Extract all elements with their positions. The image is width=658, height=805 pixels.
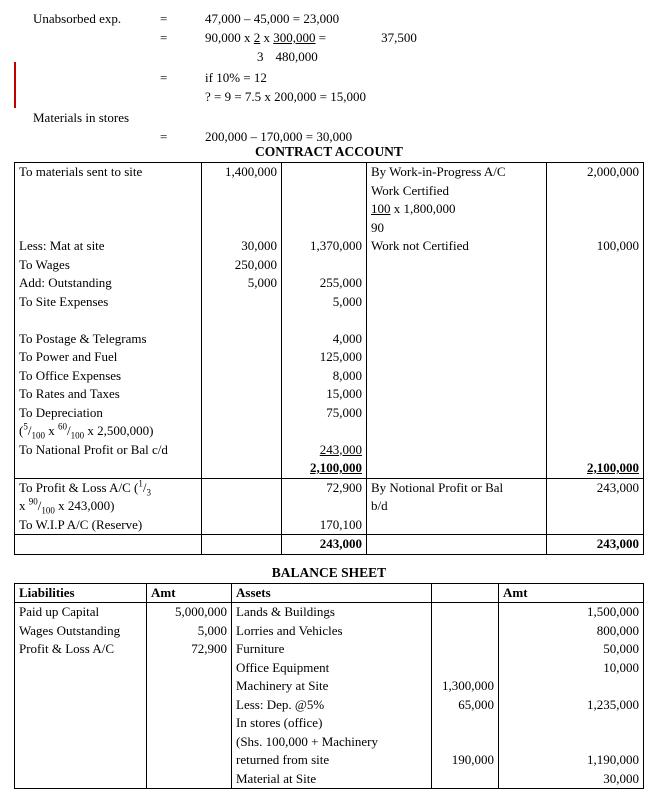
equals-sign: = (160, 70, 168, 85)
amount-cell (201, 219, 281, 238)
amount-cell: 5,000 (201, 274, 281, 293)
amount-cell (201, 182, 281, 201)
desc-cell: To Site Expenses (19, 293, 109, 309)
equals-sign: = (160, 129, 168, 144)
desc-cell (366, 348, 546, 367)
table-row-grand-total (15, 534, 643, 554)
liability-cell (15, 677, 146, 696)
desc-cell (15, 459, 201, 478)
amount-cell (281, 182, 366, 201)
fraction-numerator: 100 (371, 201, 391, 216)
amount-cell: 1,500,000 (498, 603, 643, 622)
amount-cell (146, 696, 231, 715)
liability-cell (15, 659, 146, 678)
header-liabilities: Liabilities (19, 584, 75, 600)
amount-cell (546, 422, 643, 441)
amount-cell (281, 441, 366, 460)
table-row (15, 219, 643, 238)
amount-cell (546, 274, 643, 293)
liability-cell (15, 770, 146, 789)
fraction-numerator: 1 (138, 478, 143, 489)
sub-amount-cell (431, 622, 498, 641)
header-sub-amount (431, 584, 498, 603)
desc-cell: To Postage & Telegrams (19, 330, 147, 346)
amount-cell (546, 293, 643, 312)
calc-text: x 243,000) (54, 498, 115, 513)
header-amt-right: Amt (498, 584, 643, 603)
amount-cell: 4,000 (281, 330, 366, 349)
desc-cell (15, 200, 201, 219)
calc-text: x 2,500,000) (84, 423, 154, 438)
asset-cell: Furniture (231, 640, 431, 659)
liability-cell: Profit & Loss A/C (19, 641, 114, 656)
table-row (15, 404, 643, 423)
desc-cell (15, 182, 201, 201)
amount-cell (546, 182, 643, 201)
amount-cell (201, 385, 281, 404)
header-assets: Assets (231, 584, 431, 603)
amount-cell (281, 311, 366, 330)
table-row (15, 677, 643, 696)
desc-cell: To Wages (19, 256, 70, 272)
amount-cell (546, 348, 643, 367)
fraction-numerator: 5 (23, 422, 28, 432)
sub-amount-cell (431, 603, 498, 622)
table-row (15, 182, 643, 201)
fraction-slash: / (27, 423, 32, 438)
amount-cell (281, 219, 366, 238)
amount-cell: 125,000 (281, 348, 366, 367)
amount-cell: 5,000,000 (146, 603, 231, 622)
amount-cell: 800,000 (498, 622, 643, 641)
calc-value: 47,000 – 45,000 = 23,000 (205, 11, 340, 26)
table-row (15, 348, 643, 367)
fraction-slash: / (142, 479, 147, 495)
calc-text: = (315, 30, 327, 45)
asset-cell: (Shs. 100,000 + Machinery (231, 733, 431, 752)
table-row (15, 274, 643, 293)
calc-label: Materials in stores (33, 110, 130, 125)
calc-value: ? = 9 = 7.5 x 200,000 = 15,000 (205, 89, 367, 104)
fraction-slash: / (37, 498, 42, 513)
fraction-denominator: 3 (257, 49, 264, 64)
amount-cell (546, 200, 643, 219)
amount-cell (201, 479, 281, 498)
liability-cell (15, 733, 146, 752)
table-row (15, 200, 643, 219)
calc-line-denominators (0, 47, 658, 66)
fraction-numerator: 300,000 (273, 30, 316, 45)
desc-cell (366, 385, 546, 404)
table-row (15, 497, 643, 516)
desc-cell: To National Profit or Bal c/d (19, 441, 168, 457)
amount-cell (546, 404, 643, 423)
amount-cell (146, 659, 231, 678)
amount-cell (281, 459, 366, 478)
calc-value: if 10% = 12 (205, 70, 267, 85)
asset-cell: Less: Dep. @5% (231, 696, 431, 715)
equals-sign: = (160, 30, 168, 45)
amount-cell (546, 256, 643, 275)
amount-cell (546, 535, 643, 554)
calc-line-materials-label (0, 108, 658, 127)
amount-cell: 15,000 (281, 385, 366, 404)
table-row (15, 385, 643, 404)
asset-cell: Machinery at Site (231, 677, 431, 696)
fraction-denominator: 3 (146, 487, 151, 497)
calc-text: x (44, 423, 58, 438)
amount-cell: 250,000 (201, 256, 281, 275)
table-header-row (15, 584, 643, 604)
amount-cell (546, 459, 643, 478)
table-row (15, 603, 643, 622)
spacer (0, 555, 658, 562)
desc-cell: To W.I.P A/C (Reserve) (19, 516, 143, 532)
table-row-total (15, 459, 643, 478)
calc-text: x 1,800,000 (390, 201, 456, 216)
desc-cell (366, 256, 546, 275)
amount-cell (201, 497, 281, 516)
desc-cell: To materials sent to site (19, 164, 143, 179)
calc-label: Unabsorbed exp. (33, 11, 122, 26)
fraction-slash: / (66, 423, 71, 438)
amount-cell (146, 770, 231, 789)
calc-text: x (19, 498, 29, 513)
amount-cell (546, 516, 643, 535)
desc-cell (366, 535, 546, 554)
contract-account-title: CONTRACT ACCOUNT (255, 144, 403, 159)
desc-cell (15, 535, 201, 554)
total-value: 2,100,000 (310, 460, 362, 475)
sub-amount-cell: 190,000 (431, 751, 498, 770)
total-value: 243,000 (596, 536, 639, 551)
amount-cell (201, 404, 281, 423)
amount-cell (201, 535, 281, 554)
sub-amount-cell: 1,300,000 (431, 677, 498, 696)
amount-cell (546, 311, 643, 330)
amount-cell (201, 367, 281, 386)
desc-cell: To Rates and Taxes (19, 386, 120, 401)
table-row (15, 770, 643, 789)
amount-cell: 75,000 (281, 404, 366, 423)
amount-cell (546, 385, 643, 404)
liability-cell (15, 696, 146, 715)
desc-cell (366, 459, 546, 478)
fraction-denominator: 100 (41, 505, 55, 516)
calc-value (205, 28, 326, 47)
desc-cell: By Work-in-Progress A/C (366, 163, 546, 182)
amount-cell (281, 163, 366, 182)
amount-cell (546, 219, 643, 238)
calc-line-materials-value (0, 127, 658, 146)
amount-cell (498, 677, 643, 696)
amount-cell: 255,000 (281, 274, 366, 293)
amount-cell: 1,190,000 (498, 751, 643, 770)
calc-text: ( (19, 423, 24, 438)
table-row (15, 441, 643, 460)
amount-cell (201, 348, 281, 367)
amount-cell (281, 422, 366, 441)
amount-cell: 30,000 (498, 770, 643, 789)
amount-cell (146, 714, 231, 733)
amount-cell (281, 535, 366, 554)
sub-amount-cell (431, 640, 498, 659)
calc-line-question (0, 87, 658, 106)
calculations-section (0, 0, 658, 144)
desc-cell (15, 311, 201, 330)
calc-value: 200,000 – 170,000 = 30,000 (205, 129, 353, 144)
amount-cell (146, 677, 231, 696)
amount-cell: 170,100 (281, 516, 366, 535)
table-row (15, 640, 643, 659)
amount-cell (201, 311, 281, 330)
amount-cell (498, 733, 643, 752)
liability-cell (15, 714, 146, 733)
fraction-denominator-cell: 90 (366, 219, 546, 238)
table-row (15, 751, 643, 770)
desc-cell: To Depreciation (19, 404, 103, 420)
desc-cell (366, 330, 546, 349)
table-row (15, 622, 643, 641)
desc-cell: Less: Mat at site (19, 238, 105, 253)
table-row (15, 714, 643, 733)
table-row (15, 330, 643, 349)
sub-amount-cell (431, 659, 498, 678)
amount-cell (546, 330, 643, 349)
amount-cell (201, 422, 281, 441)
desc-cell-formula (15, 422, 201, 441)
amount-cell (146, 733, 231, 752)
amount-cell: 100,000 (546, 237, 643, 256)
calc-text: 90,000 x (205, 30, 254, 45)
amount-cell: 1,400,000 (201, 163, 281, 182)
calc-line-unabsorbed (0, 9, 658, 28)
equals-sign: = (160, 11, 168, 26)
amount-cell: 1,370,000 (281, 237, 366, 256)
table-row-blank (15, 311, 643, 330)
amount-cell: 5,000 (146, 622, 231, 641)
amount-cell: 30,000 (201, 237, 281, 256)
contract-account-table (14, 162, 644, 555)
desc-cell: To Office Expenses (19, 367, 122, 383)
desc-cell: Work Certified (366, 182, 546, 201)
calc-line-if (0, 68, 658, 87)
table-row (15, 733, 643, 752)
asset-cell: Lands & Buildings (231, 603, 431, 622)
desc-cell (366, 311, 546, 330)
desc-cell (366, 422, 546, 441)
desc-cell: b/d (366, 497, 546, 516)
fraction-numerator: 2 (253, 30, 261, 45)
table-row (15, 367, 643, 386)
amount-cell (281, 497, 366, 516)
desc-cell: By Notional Profit or Bal (366, 479, 546, 498)
table-row (15, 516, 643, 535)
desc-cell (366, 293, 546, 312)
sub-amount-cell (431, 733, 498, 752)
amount-cell (498, 714, 643, 733)
desc-cell (366, 404, 546, 423)
amount-cell: 50,000 (498, 640, 643, 659)
asset-cell: Office Equipment (231, 659, 431, 678)
amount-cell (201, 441, 281, 460)
amount-cell (146, 751, 231, 770)
desc-cell-formula (15, 479, 201, 498)
fraction-numerator: 60 (57, 422, 67, 432)
desc-cell: Work not Certified (366, 237, 546, 256)
sub-amount-cell (431, 770, 498, 789)
amount-cell (281, 256, 366, 275)
fraction-denominator: 100 (70, 430, 85, 441)
calc-result: 37,500 (381, 30, 417, 45)
table-row (15, 237, 643, 256)
fraction-denominator: 480,000 (275, 49, 318, 64)
asset-cell: returned from site (231, 751, 431, 770)
desc-cell (366, 516, 546, 535)
desc-cell-formula (15, 497, 201, 516)
amount-cell: 243,000 (546, 479, 643, 498)
desc-cell (15, 219, 201, 238)
desc-cell-fraction (366, 200, 546, 219)
asset-cell: Lorries and Vehicles (231, 622, 431, 641)
calc-text: To Profit & Loss A/C ( (19, 479, 139, 495)
desc-cell (366, 274, 546, 293)
liability-cell: Paid up Capital (19, 604, 100, 619)
header-amt-left: Amt (146, 584, 231, 603)
amount-cell (201, 200, 281, 219)
balance-sheet-table (14, 583, 644, 790)
amount-cell (201, 293, 281, 312)
liability-cell (15, 751, 146, 770)
amount-cell (201, 330, 281, 349)
subtotal-value: 243,000 (319, 441, 362, 457)
table-row (15, 659, 643, 678)
asset-cell: In stores (office) (231, 714, 431, 733)
total-value: 2,100,000 (587, 460, 639, 475)
amount-cell: 8,000 (281, 367, 366, 386)
sub-amount-cell: 65,000 (431, 696, 498, 715)
amount-cell (546, 367, 643, 386)
amount-cell: 5,000 (281, 293, 366, 312)
table-row (15, 293, 643, 312)
fraction-denominator: 100 (31, 430, 45, 441)
table-row (15, 256, 643, 275)
calc-text: x (260, 30, 274, 45)
amount-cell: 72,900 (146, 640, 231, 659)
amount-cell: 72,900 (281, 479, 366, 498)
amount-cell: 2,000,000 (546, 163, 643, 182)
desc-cell: To Power and Fuel (19, 349, 118, 364)
table-row-profit-loss (15, 478, 643, 498)
amount-cell (546, 441, 643, 460)
sub-amount-cell (431, 714, 498, 733)
amount-cell (546, 497, 643, 516)
asset-cell: Material at Site (231, 770, 431, 789)
table-row-depreciation-formula (15, 422, 643, 441)
fraction-numerator: 90 (28, 497, 38, 507)
liability-cell: Wages Outstanding (19, 622, 121, 638)
balance-sheet-title: BALANCE SHEET (271, 564, 387, 580)
desc-cell (366, 367, 546, 386)
amount-cell (281, 200, 366, 219)
amount-cell (201, 459, 281, 478)
desc-cell (366, 441, 546, 460)
table-row (15, 163, 643, 182)
total-value: 243,000 (319, 536, 362, 551)
calc-line-fraction (0, 28, 658, 47)
red-margin-line (14, 62, 16, 108)
table-row (15, 696, 643, 715)
amount-cell: 1,235,000 (498, 696, 643, 715)
desc-cell: Add: Outstanding (19, 275, 112, 290)
amount-cell (201, 516, 281, 535)
amount-cell: 10,000 (498, 659, 643, 678)
